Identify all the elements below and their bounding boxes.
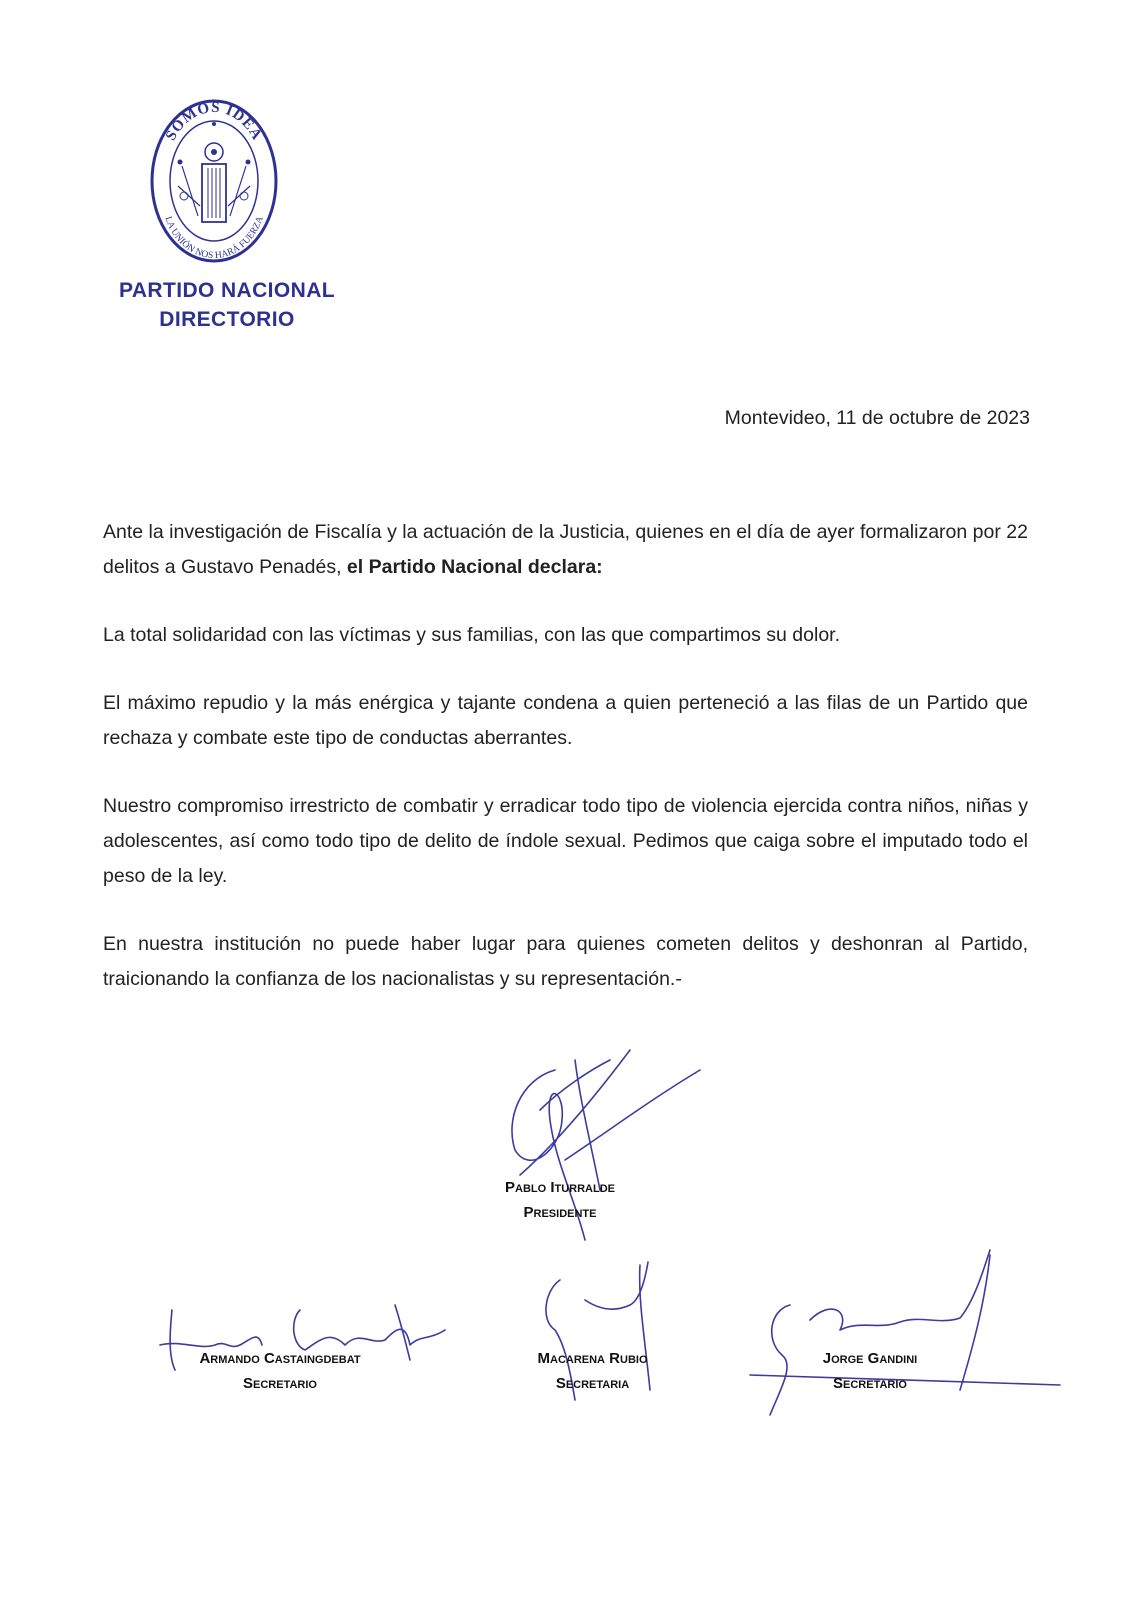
president-name: Pablo Iturralde (505, 1179, 615, 1196)
intro-text: Ante la investigación de Fiscalía y la actuación de la Justicia, quienes en el día de ayer formalizaron por 22 delitos a Gustavo Penadés, (103, 521, 1028, 578)
paragraph-repudiation: El máximo repudio y la más enérgica y tajante condena a quien perteneció a las filas de un Partido que rechaza y combate este tipo de conductas aberrantes. (103, 692, 1028, 749)
org-name: PARTIDO NACIONAL (119, 279, 335, 302)
intro-bold-text: el Partido Nacional declara: (346, 556, 603, 578)
signature-block-castaingdebat (160, 1346, 400, 1396)
president-role: Presidente (523, 1204, 597, 1221)
gandini-role: Secretario (833, 1375, 907, 1392)
signature-block-president (460, 1175, 660, 1225)
paragraph-solidarity: La total solidaridad con las víctimas y sus familias, con las que compartimos su dolor. (103, 624, 841, 646)
org-department: DIRECTORIO (159, 308, 295, 331)
letter-date: Montevideo, 11 de octubre de 2023 (724, 407, 1030, 429)
paragraph-intro (103, 515, 1028, 585)
paragraph-commitment: Nuestro compromiso irrestricto de combatir y erradicar todo tipo de violencia ejercida contra niños, niñas y adolescentes, así como todo tipo de delito de índole sexual. Pedimos que caiga sobre el imputado todo el peso de la ley. (103, 795, 1028, 887)
seal-top-text: SOMOS IDEA (162, 99, 265, 144)
gandini-name: Jorge Gandini (822, 1350, 918, 1367)
castaingdebat-role: Secretario (243, 1375, 317, 1392)
rubio-name: Macarena Rubio (537, 1350, 648, 1367)
declaration-body (103, 515, 1028, 997)
paragraph-institution: En nuestra institución no puede haber lugar para quienes cometen delitos y deshonran al Partido, traicionando la confianza de los nacionalistas y su representación.- (103, 933, 1028, 990)
signature-block-rubio (500, 1346, 685, 1396)
castaingdebat-name: Armando Castaingdebat (199, 1350, 361, 1367)
party-seal-logo (148, 96, 280, 266)
rubio-role: Secretaria (555, 1375, 630, 1392)
organization-heading (92, 276, 362, 334)
signature-block-gandini (795, 1346, 945, 1396)
seal-bottom-text: LA UNIÓN NOS HARÁ FUERZA (162, 215, 266, 262)
